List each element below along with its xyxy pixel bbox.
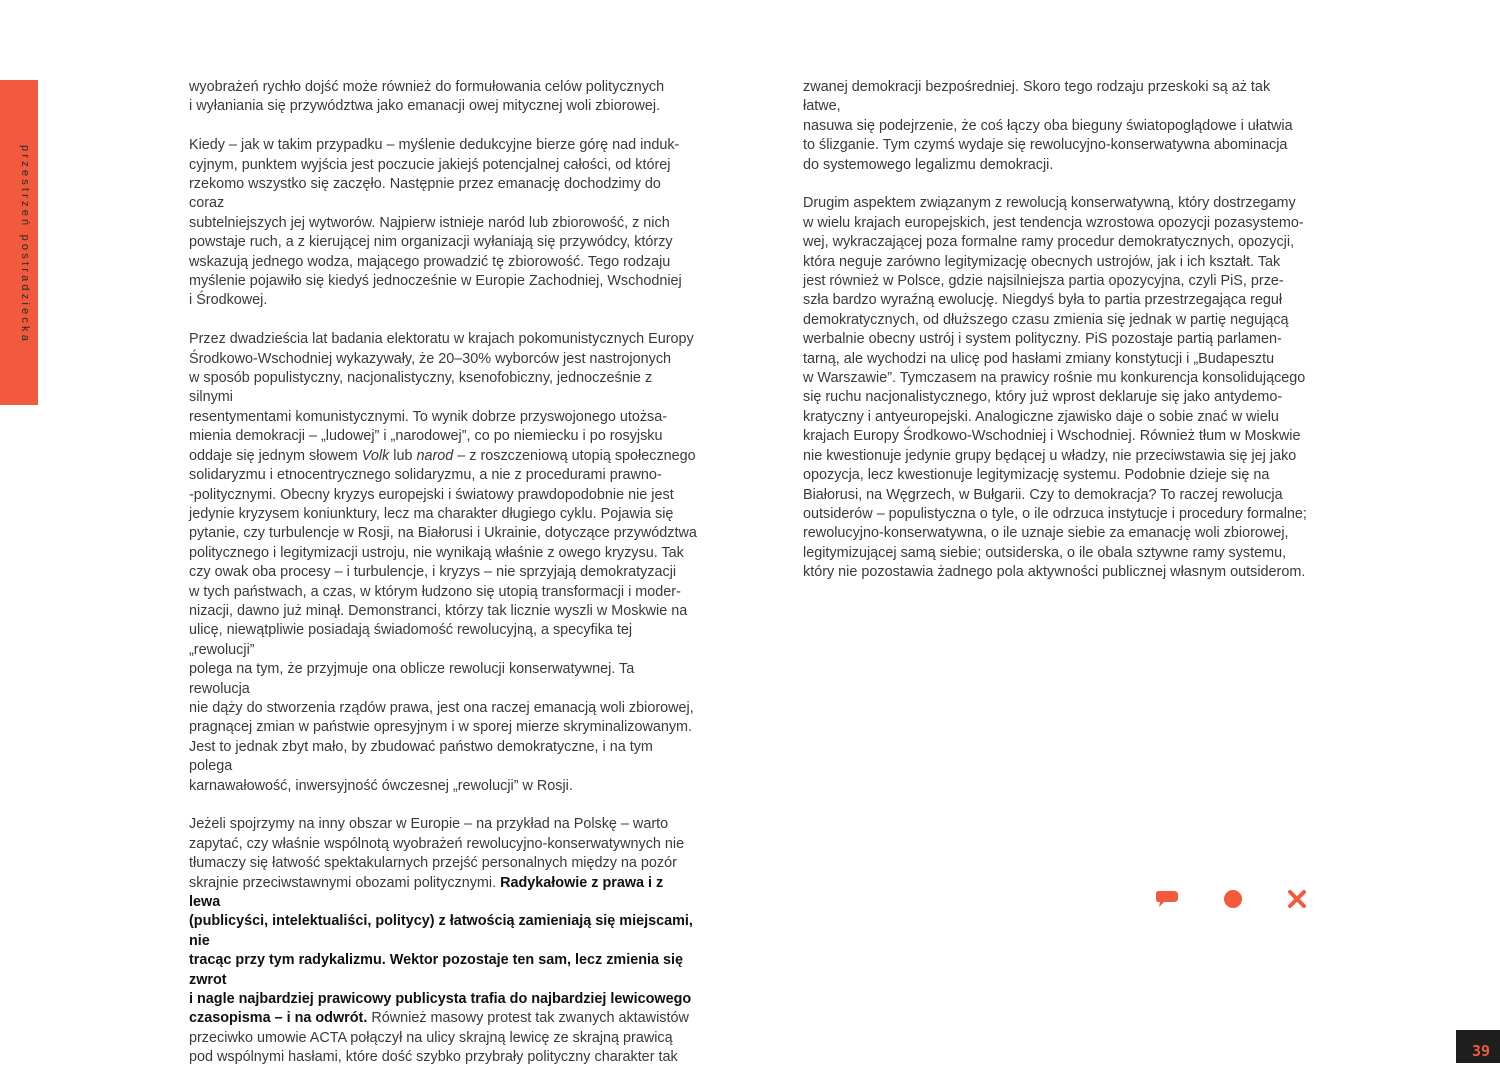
paragraph: Jeżeli spojrzymy na inny obszar w Europie – na przykład na Polskę – warto zapytać, czy właśnie wspólnotą wyobrażeń rewolucyjno-konserwatywnych nie tłumaczy się łatwość spektakularnych przejść personalnych między na pozór skrajnie przeciwstawnymi obozami politycznymi. Radykałowie z prawa i z lewa (publicyści, intelektualiści, politycy) z łatwością zamieniają się miejscami, nie tracąc przy tym radykalizmu. Wektor pozostaje ten sam, lecz zmienia się zwrot i nagle najbardziej prawicowy publicysta trafia do najbardziej lewicowego czasopisma – i na odwrót. Również masowy protest tak zwanych aktawistów przeciwko umowie ACTA połączył na ulicy skrajną lewicę ze skrajną prawicą pod wspólnymi hasłami, które dość szybko przybrały polityczny charakter tak — [189, 816, 693, 1066]
right-text-column — [803, 78, 1311, 602]
paragraph: Przez dwadzieścia lat badania elektoratu w krajach pokomunistycznych Europy Środkowo-Wschodniej wykazywały, że 20–30% wyborców jest nastrojonych w sposób populistyczny, nacjonalistyczny, ksenofobiczny, jednocześnie z silnymi resentymentami komunistycznymi. To wynik dobrze przyswojonego utożsa- mienia demokracji – „ludowej” i „narodowej”, co po niemiecku i po rosyjsku oddaje się jednym słowem Volk lub narod – z roszczeniową utopią społecznego solidaryzmu i etnocentrycznego solidaryzmu, a nie z procedurami prawno- -politycznymi. Obecny kryzys europejski i światowy prawdopodobnie nie jest jedynie kryzysem koniunktury, lecz ma charakter długiego cyklu. Pojawia się pytanie, czy turbulencje w Rosji, na Białorusi i Ukrainie, dotyczące przywództwa politycznego i legitymizacji ustroju, nie wynikają właśnie z owego kryzysu. Tak czy owak oba procesy – i turbulencje, i kryzys – nie sprzyjają demokratyzacji w tych państwach, a czas, w którym łudzono się utopią transformacji i moder- nizacji, dawno już minął. Demonstranci, którzy tak licznie wyszli w Moskwie na ulicę, niewątpliwie posiadają świadomość rewolucyjną, a specyfika tej „rewolucji” polega na tym, że przyjmuje ona oblicze rewolucji konserwatywnej. Ta rewolucja nie dąży do stworzenia rządów prawa, jest ona raczej emanacją woli zbiorowej, pragnącej zmian w państwie opresyjnym i w sporej mierze skryminalizowanym. Jest to jednak zbyt mało, by zbudować państwo demokratyczne, i na tym polega karnawałowość, inwersyjność ówczesnej „rewolucji” w Rosji. — [189, 331, 697, 794]
close-icon — [1286, 889, 1308, 916]
paragraph: Drugim aspektem związanym z rewolucją konserwatywną, który dostrzegamy w wielu krajach europejskich, jest tendencja wzrostowa opozycji pozasystemo- wej, wykraczającej poza formalne ramy procedur demokratycznych, opozycji, która neguje zarówno legitymizację obecnych ustrojów, jak i ich kształt. Tak jest również w Polsce, gdzie najsilniejsza partia opozycyjna, czyli PiS, prze- szła bardzo wyraźną ewolucję. Niegdyś była to partia przestrzegająca reguł demokratycznych, od dłuższego czasu zmienia się jednak w partię negującą werbalnie obecny ustrój i system polityczny. PiS pozostaje partią parlamen- tarną, ale wychodzi na ulicę pod hasłami zmiany konstytucji i „Budapesztu w Warszawie”. Tymczasem na prawicy rośnie mu konkurencja konsolidującego się ruchu nacjonalistycznego, który już wprost deklaruje się jako antydemo- kratyczny i antyeuropejski. Analogiczne zjawisko daje o sobie znać w wielu krajach Europy Środkowo-Wschodniej i Wschodniej. Również tłum w Moskwie nie kwestionuje jedynie grupy będącej u władzy, nie przeciwstawia się jej jako opozycja, lecz kwestionuje legitymizację systemu. Podobnie dzieje się na Białorusi, na Węgrzech, w Bułgarii. Czy to demokracja? To raczej rewolucja outsiderów – populistyczna o tyle, o ile odrzuca instytucje i procedury formalne; rewolucyjno-konserwatywna, o ile uznaje siebie za emanację woli zbiorowej, legitymizującej samą siebie; outsiderska, o ile obala sztywne ramy systemu, który nie pozostawia żadnego pola aktywności publicznej własnym outsiderom. — [803, 195, 1307, 581]
icon-row — [1154, 889, 1314, 911]
highlighted-quote: Radykałowie z prawa i z lewa (publicyści, intelektualiści, politycy) z łatwością zamieniają się miejscami, nie tracąc przy tym radykalizmu. Wektor pozostaje ten sam, lecz zmienia się zwrot i nagle najbardziej prawicowy publicysta trafia do najbardziej lewicowego czasopisma – i na odwrót. — [189, 874, 693, 1027]
page-number-box — [1456, 1030, 1500, 1063]
section-label: przestrzeń postradziecka — [19, 145, 31, 345]
paragraph: zwanej demokracji bezpośredniej. Skoro tego rodzaju przeskoki są aż tak łatwe, nasuwa się podejrzenie, że coś łączy oba bieguny światopoglądowe i ułatwia to ślizganie. Tym czymś wydaje się rewolucyjno-konserwatywna abominacja do systemowego legalizmu demokracji. — [803, 79, 1293, 173]
page-number: 39 — [1471, 1042, 1490, 1060]
italic-term: narod — [416, 447, 454, 464]
speech-bubble-icon — [1154, 889, 1180, 916]
paragraph: wyobrażeń rychło dojść może również do formułowania celów politycznych i wyłaniania się przywództwa jako emanacji owej mitycznej woli zbiorowej. — [189, 79, 665, 115]
dot-icon — [1222, 889, 1244, 916]
italic-term: Volk — [361, 447, 390, 464]
left-text-column — [189, 78, 697, 1087]
paragraph: Kiedy – jak w takim przypadku – myślenie dedukcyjne bierze górę nad induk- cyjnym, punktem wyjścia jest poczucie jakiejś potencjalnej całości, od której rzekomo wszystko się zaczęło. Następnie przez emanację dochodzimy do coraz subtelniejszych jej wytworów. Najpierw istnieje naród lub zbiorowość, z nich powstaje ruch, a z kierującej nim organizacji wyłaniają się przywódcy, którzy wskazują jednego wodza, mającego prowadzić tę zbiorowość. Tego rodzaju myślenie pojawiło się kiedyś jednocześnie w Europie Zachodniej, Wschodniej i Środkowej. — [189, 137, 682, 309]
